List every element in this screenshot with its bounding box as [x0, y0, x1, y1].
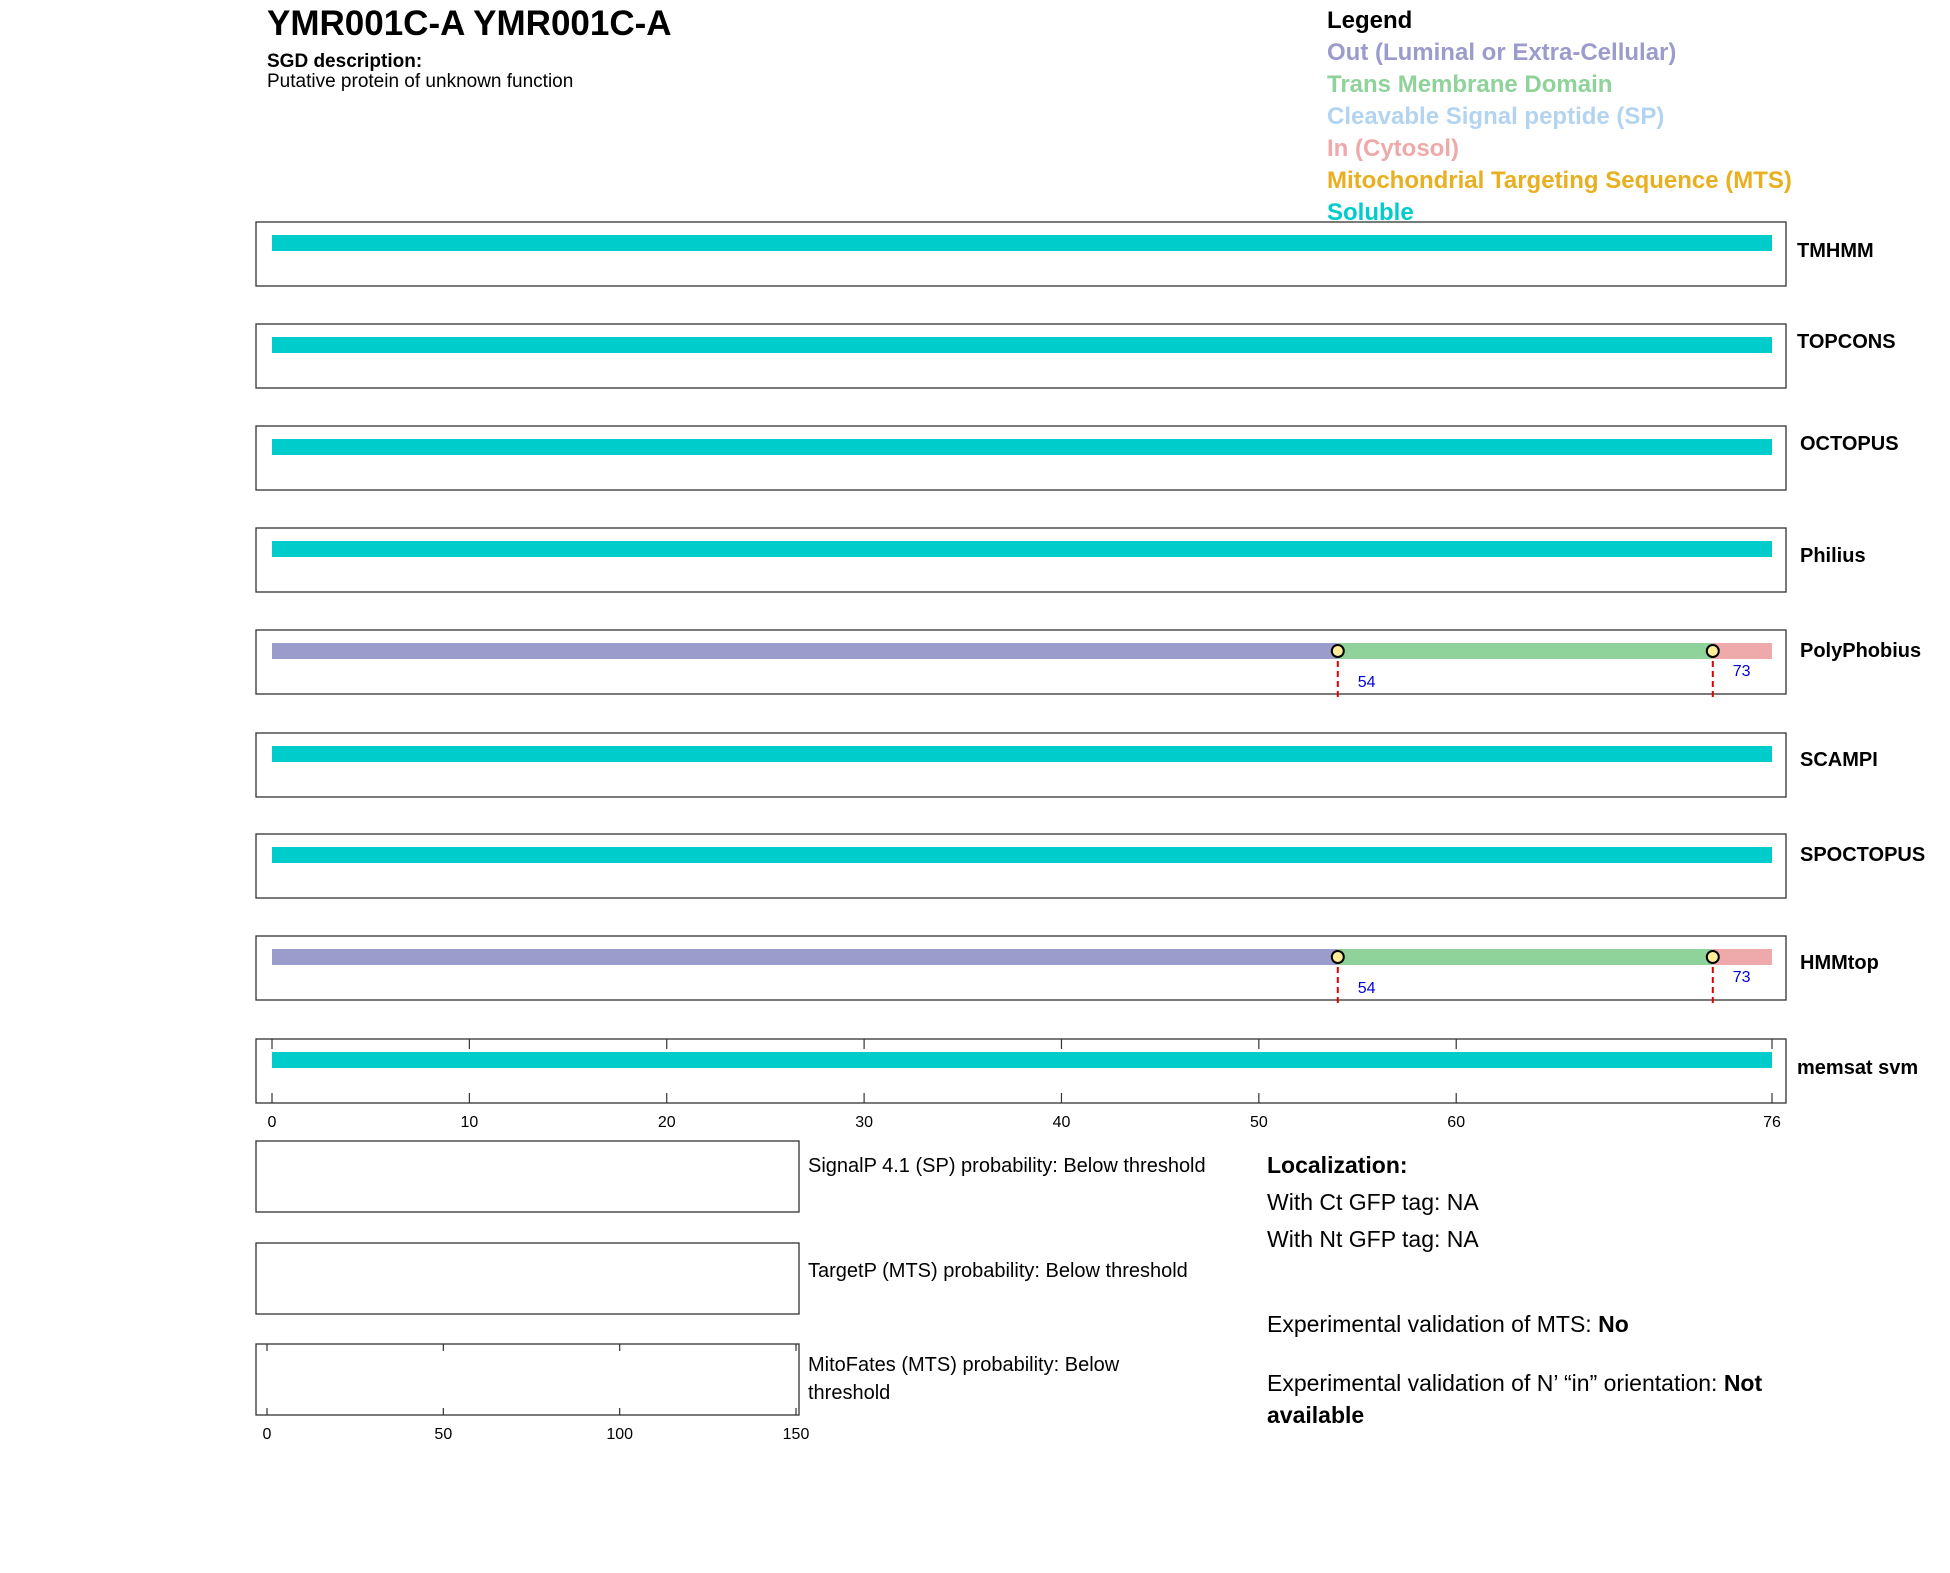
track-topcons-label: TOPCONS — [1797, 331, 1896, 353]
track-spoctopus-segment-0 — [272, 847, 1772, 863]
prob-panel-signalp-frame — [256, 1141, 799, 1212]
track-polyphobius-frame — [256, 630, 1786, 694]
legend-item-soluble: Soluble — [1327, 199, 1414, 226]
prob-tick-label-50: 50 — [434, 1426, 453, 1443]
orientation-validation — [1267, 1367, 1847, 1431]
track-memsat-svm-frame — [256, 1039, 1786, 1103]
track-philius-frame — [256, 528, 1786, 592]
sgd-description-text: Putative protein of unknown function — [267, 71, 574, 92]
page-title: YMR001C-A YMR001C-A — [267, 4, 672, 43]
track-hmmtop-marker-54 — [1332, 951, 1344, 963]
x-tick-label-0: 0 — [267, 1114, 277, 1131]
signalp-probability-text: SignalP 4.1 (SP) probability: Below threshold — [808, 1155, 1206, 1177]
track-polyphobius-marker-label-54: 54 — [1357, 674, 1376, 691]
legend — [1327, 5, 1792, 229]
targetp-probability-text: TargetP (MTS) probability: Below threshold — [808, 1260, 1188, 1282]
track-octopus-frame — [256, 426, 1786, 490]
localization-title: Localization: — [1267, 1152, 1408, 1178]
track-philius-segment-0 — [272, 541, 1772, 557]
track-hmmtop-marker-label-73: 73 — [1732, 969, 1751, 986]
mts-validation-label: Experimental validation of MTS: — [1267, 1311, 1599, 1337]
track-scampi-frame — [256, 733, 1786, 797]
track-philius-label: Philius — [1800, 545, 1866, 567]
prob-panel-mitofates-frame — [256, 1344, 799, 1415]
legend-item-tm: Trans Membrane Domain — [1327, 71, 1613, 98]
track-tmhmm-label: TMHMM — [1797, 240, 1874, 262]
prob-tick-label-0: 0 — [262, 1426, 272, 1443]
track-octopus-segment-0 — [272, 439, 1772, 455]
track-polyphobius-segment-2 — [1713, 643, 1772, 659]
track-tmhmm-segment-0 — [272, 235, 1772, 251]
localization-ct-gfp: With Ct GFP tag: NA — [1267, 1189, 1479, 1215]
track-polyphobius-label: PolyPhobius — [1800, 640, 1922, 662]
localization-nt-gfp: With Nt GFP tag: NA — [1267, 1226, 1479, 1252]
x-tick-label-30: 30 — [855, 1114, 874, 1131]
track-topcons-segment-0 — [272, 337, 1772, 353]
prob-panel-targetp-frame — [256, 1243, 799, 1314]
track-hmmtop-marker-73 — [1707, 951, 1719, 963]
track-spoctopus-label: SPOCTOPUS — [1800, 844, 1926, 866]
mts-validation-value: No — [1598, 1311, 1629, 1337]
track-polyphobius-marker-54 — [1332, 645, 1344, 657]
track-hmmtop-segment-1 — [1338, 949, 1713, 965]
track-scampi-label: SCAMPI — [1800, 749, 1878, 771]
legend-item-sp: Cleavable Signal peptide (SP) — [1327, 103, 1665, 130]
track-hmmtop-label: HMMtop — [1800, 952, 1879, 974]
track-memsat-svm-segment-0 — [272, 1052, 1772, 1068]
legend-title: Legend — [1327, 7, 1413, 34]
x-tick-label-20: 20 — [657, 1114, 676, 1131]
track-hmmtop-segment-2 — [1713, 949, 1772, 965]
x-tick-label-40: 40 — [1052, 1114, 1071, 1131]
prob-tick-label-100: 100 — [606, 1426, 634, 1443]
x-tick-label-50: 50 — [1249, 1114, 1268, 1131]
legend-item-mts: Mitochondrial Targeting Sequence (MTS) — [1327, 167, 1792, 194]
x-tick-label-10: 10 — [460, 1114, 479, 1131]
track-hmmtop-frame — [256, 936, 1786, 1000]
track-scampi-segment-0 — [272, 746, 1772, 762]
x-tick-label-60: 60 — [1447, 1114, 1466, 1131]
sgd-description-label: SGD description: — [267, 51, 423, 72]
legend-item-out: Out (Luminal or Extra-Cellular) — [1327, 39, 1677, 66]
track-polyphobius-marker-label-73: 73 — [1732, 663, 1751, 680]
track-polyphobius-segment-0 — [272, 643, 1338, 659]
x-tick-label-76: 76 — [1763, 1114, 1781, 1131]
track-spoctopus-frame — [256, 834, 1786, 898]
orientation-validation-label: Experimental validation of N’ “in” orientation: — [1267, 1370, 1724, 1396]
track-polyphobius-marker-73 — [1707, 645, 1719, 657]
orientation-validation-value: Not available — [1267, 1370, 1763, 1428]
track-octopus-label: OCTOPUS — [1800, 433, 1899, 455]
track-hmmtop-marker-label-54: 54 — [1357, 980, 1376, 997]
mitofates-probability-text: MitoFates (MTS) probability: Below threshold — [808, 1354, 1120, 1404]
track-memsat-svm-label: memsat svm — [1797, 1057, 1919, 1079]
track-topcons-frame — [256, 324, 1786, 388]
track-hmmtop-segment-0 — [272, 949, 1338, 965]
legend-item-in: In (Cytosol) — [1327, 135, 1459, 162]
mts-validation — [1267, 1308, 1867, 1340]
track-tmhmm-frame — [256, 222, 1786, 286]
prob-tick-label-150: 150 — [782, 1426, 810, 1443]
track-polyphobius-segment-1 — [1338, 643, 1713, 659]
